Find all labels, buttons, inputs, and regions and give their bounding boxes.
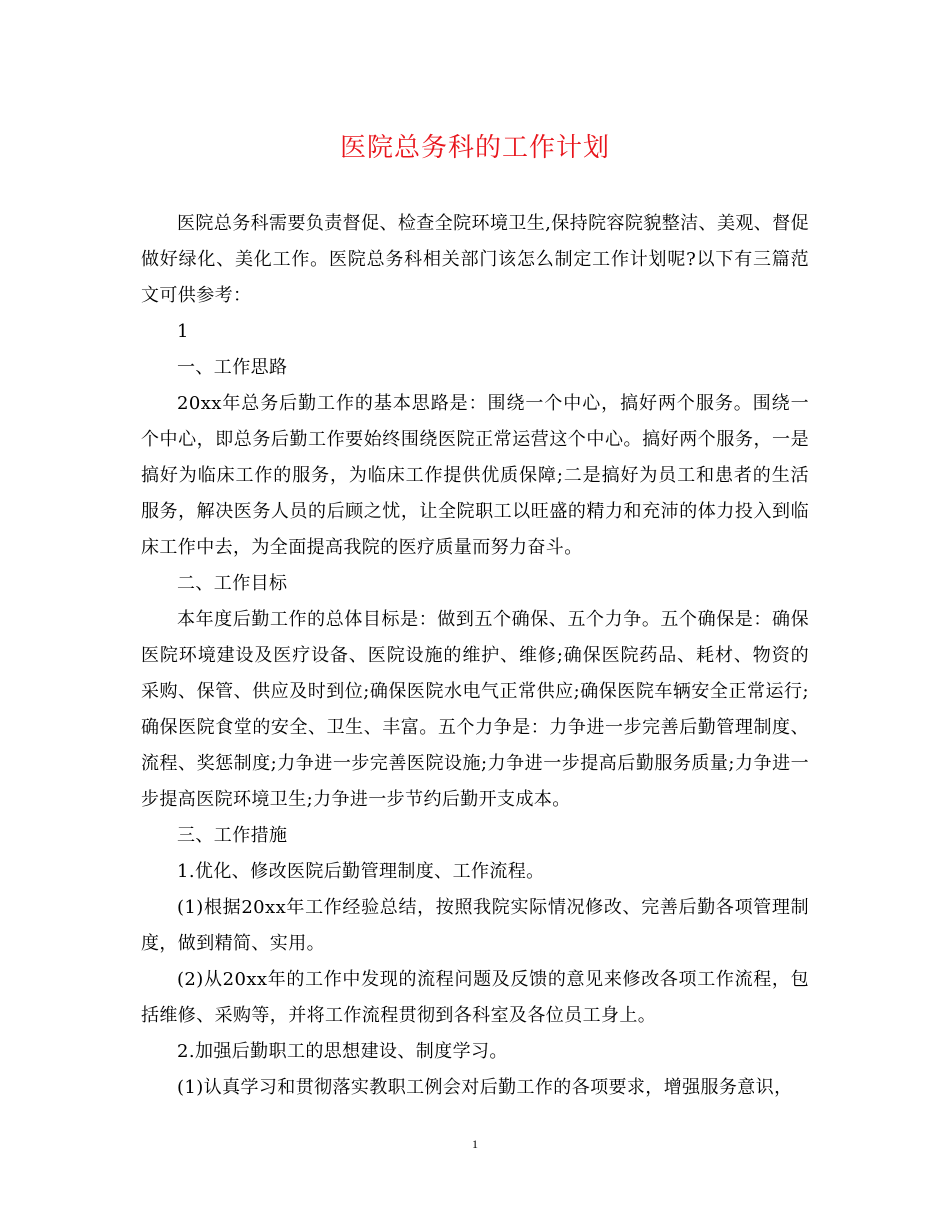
measure-item-2: 2.加强后勤职工的思想建设、制度学习。 xyxy=(177,1041,508,1062)
measure-item-1-2: (2)从20xx年的工作中发现的流程问题及反馈的意见来修改各项工作流程，包括维修、采购等，并将工作流程贯彻到各科室及各位员工身上。 xyxy=(141,969,809,1026)
document-body xyxy=(141,206,809,1106)
section-number: 1 xyxy=(177,321,189,342)
measure-item-2-1: (1)认真学习和贯彻落实教职工例会对后勤工作的各项要求，增强服务意识， xyxy=(177,1077,793,1098)
measure-item-1: 1.优化、修改医院后勤管理制度、工作流程。 xyxy=(177,861,545,882)
measure-item-1-1: (1)根据20xx年工作经验总结，按照我院实际情况修改、完善后勤各项管理制度，做到精简、实用。 xyxy=(141,897,809,954)
heading-work-approach: 一、工作思路 xyxy=(177,357,288,378)
heading-work-goals: 二、工作目标 xyxy=(177,573,288,594)
document-title: 医院总务科的工作计划 xyxy=(339,133,610,163)
intro-paragraph: 医院总务科需要负责督促、检查全院环境卫生,保持院容院貌整洁、美观、督促做好绿化、美化工作。医院总务科相关部门该怎么制定工作计划呢?以下有三篇范文可供参考： xyxy=(141,213,809,306)
paragraph-work-goals: 本年度后勤工作的总体目标是：做到五个确保、五个力争。五个确保是：确保医院环境建设及医疗设备、医院设施的维护、维修;确保医院药品、耗材、物资的采购、保管、供应及时到位;确保医院水电气正常供应;确保医院车辆安全正常运行;确保医院食堂的安全、卫生、丰富。五个力争是：力争进一步完善后勤管理制度、流程、奖惩制度;力争进一步完善医院设施;力争进一步提高后勤服务质量;力争进一步提高医院环境卫生;力争进一步节约后勤开支成本。 xyxy=(141,609,809,810)
heading-work-measures: 三、工作措施 xyxy=(177,825,288,846)
page-number: 1 xyxy=(472,1137,478,1151)
paragraph-work-approach: 20xx年总务后勤工作的基本思路是：围绕一个中心，搞好两个服务。围绕一个中心，即总务后勤工作要始终围绕医院正常运营这个中心。搞好两个服务，一是搞好为临床工作的服务，为临床工作提供优质保障;二是搞好为员工和患者的生活服务，解决医务人员的后顾之忧，让全院职工以旺盛的精力和充沛的体力投入到临床工作中去，为全面提高我院的医疗质量而努力奋斗。 xyxy=(141,393,809,558)
